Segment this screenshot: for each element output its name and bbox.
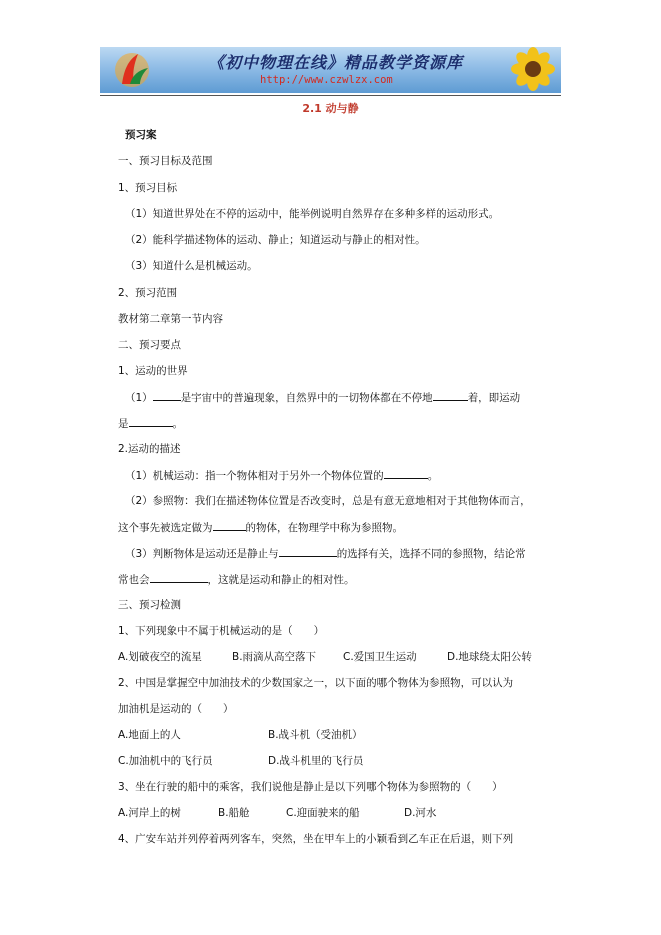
question-1: 1、下列现象中不属于机械运动的是（ ） [118, 625, 325, 637]
answer-blank[interactable] [213, 520, 246, 531]
question-3: 3、坐在行驶的船中的乘客，我们说他是静止是以下列哪个物体为参照物的（ ） [118, 781, 503, 793]
question-2-option-d: D.战斗机里的飞行员 [268, 755, 364, 767]
heading-motion-description: 2.运动的描述 [118, 443, 181, 455]
fill-text: 的选择有关，选择不同的参照物，结论常 [336, 548, 526, 560]
fill-text: 是宇宙中的普遍现象，自然界中的一切物体都在不停地 [180, 392, 433, 404]
question-4-line-1: 4、广安车站并列停着两列客车，突然，坐在甲车上的小颖看到乙车正在后退，则下列 [118, 833, 514, 845]
question-1-option-a: A.划破夜空的流星 [118, 651, 202, 663]
fill-text: 。 [172, 418, 183, 430]
answer-blank[interactable] [279, 546, 337, 557]
question-2-option-a: A.地面上的人 [118, 729, 181, 741]
answer-blank[interactable] [129, 416, 173, 427]
banner-url: http://www.czwlzx.com [260, 74, 393, 86]
fill-text: （3）判断物体是运动还是静止与 [125, 548, 279, 560]
goal-3: （3）知道什么是机械运动。 [125, 260, 258, 272]
fill-text: 着，即运动 [467, 392, 521, 404]
fill-text: 的物体，在物理学中称为参照物。 [245, 522, 403, 534]
fill-text: ，这就是运动和静止的相对性。 [207, 574, 355, 586]
item-number: （1） [125, 392, 153, 404]
section-heading-preview: 预习案 [125, 129, 157, 141]
heading-moving-world: 1、运动的世界 [118, 365, 188, 377]
answer-blank[interactable] [384, 468, 428, 479]
fill-text: 。 [427, 470, 439, 482]
fill-text: 这个事先被选定做为 [118, 522, 213, 534]
banner-title: 《初中物理在线》精品教学资源库 [208, 53, 464, 72]
question-1-option-c: C.爱国卫生运动 [343, 651, 417, 663]
site-logo-icon [108, 50, 156, 90]
heading-key-points: 二、预习要点 [118, 339, 181, 351]
question-1-option-b: B.雨滴从高空落下 [232, 651, 317, 663]
question-2-option-b: B.战斗机（受油机） [268, 729, 363, 741]
fill-text: 是 [118, 418, 129, 430]
question-2-line-1: 2、中国是掌握空中加油技术的少数国家之一，以下面的哪个物体为参照物，可以认为 [118, 677, 514, 689]
fill-in-3 [118, 520, 403, 535]
question-3-option-c: C.迎面驶来的船 [286, 807, 360, 819]
goal-2: （2）能科学描述物体的运动、静止；知道运动与静止的相对性。 [125, 234, 426, 246]
answer-blank[interactable] [153, 390, 181, 401]
answer-blank[interactable] [150, 572, 208, 583]
question-2-line-2: 加油机是运动的（ ） [118, 703, 234, 715]
scope-text: 教材第二章第一节内容 [118, 313, 223, 325]
question-3-option-a: A.河岸上的树 [118, 807, 181, 819]
header-banner [100, 47, 561, 93]
fill-text: 常也会 [118, 574, 150, 586]
fill-in-4-line-2 [118, 572, 355, 587]
answer-blank[interactable] [433, 390, 468, 401]
reference-text-line-1: （2）参照物：我们在描述物体位置是否改变时，总是有意无意地相对于其他物体而言， [125, 495, 531, 507]
header-rule [100, 95, 561, 96]
question-3-option-b: B.船舱 [218, 807, 250, 819]
fill-in-4-line-1 [125, 546, 526, 561]
question-2-option-c: C.加油机中的飞行员 [118, 755, 213, 767]
fill-in-2 [125, 468, 438, 483]
sunflower-icon [481, 47, 561, 93]
question-1-option-d: D.地球绕太阳公转 [447, 651, 532, 663]
heading-goals: 1、预习目标 [118, 182, 178, 194]
goal-1: （1）知道世界处在不停的运动中，能举例说明自然界存在多种多样的运动形式。 [125, 208, 500, 220]
heading-self-check: 三、预习检测 [118, 599, 181, 611]
heading-scope: 2、预习范围 [118, 287, 178, 299]
document-title: 2.1 动与静 [302, 102, 359, 115]
fill-in-1-line-2 [118, 416, 183, 431]
fill-text: （1）机械运动：指一个物体相对于另外一个物体位置的 [125, 470, 384, 482]
heading-goals-scope: 一、预习目标及范围 [118, 155, 213, 167]
question-3-option-d: D.河水 [404, 807, 437, 819]
fill-in-1-line-1 [125, 390, 520, 405]
